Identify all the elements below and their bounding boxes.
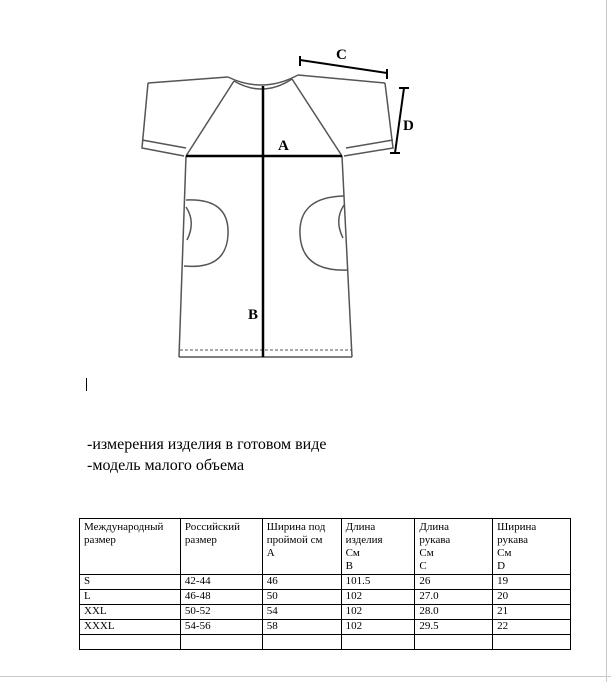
right-sleeve <box>344 83 393 156</box>
cell-length-b <box>341 635 415 650</box>
header-width-a: Ширина под проймой см A <box>262 519 341 575</box>
cell-width-a: 46 <box>262 575 341 590</box>
left-raglan <box>186 81 234 156</box>
cell-length-b: 102 <box>341 605 415 620</box>
cell-sleeve-length-c: 26 <box>415 575 493 590</box>
left-sleeve-hem <box>142 140 186 148</box>
label-d: D <box>403 118 414 134</box>
cell-width-a: 58 <box>262 620 341 635</box>
note-line: -измерения изделия в готовом виде <box>87 436 327 453</box>
text-cursor <box>86 378 87 391</box>
cell-sleeve-length-c: 27.0 <box>415 590 493 605</box>
left-pocket <box>184 200 228 267</box>
cell-international-size: S <box>80 575 181 590</box>
cell-width-a: 50 <box>262 590 341 605</box>
size-table <box>79 518 571 650</box>
header-sleeve-width-d: Ширина рукава См D <box>493 519 571 575</box>
cell-international-size: XXXL <box>80 620 181 635</box>
cell-length-b: 102 <box>341 590 415 605</box>
cell-sleeve-length-c: 28.0 <box>415 605 493 620</box>
cell-sleeve-width-d: 20 <box>493 590 571 605</box>
right-shoulder <box>298 75 385 83</box>
cell-russian-size: 42-44 <box>180 575 262 590</box>
left-pocket-welt <box>186 207 191 240</box>
header-length-b: Длина изделия См B <box>341 519 415 575</box>
header-international-size: Международный размер <box>80 519 181 575</box>
right-side <box>342 156 352 357</box>
page-edge-bottom <box>0 676 611 677</box>
label-b: B <box>248 307 259 323</box>
cell-sleeve-width-d: 19 <box>493 575 571 590</box>
right-raglan <box>292 79 342 156</box>
left-side <box>179 156 186 357</box>
cell-international-size: XXL <box>80 605 181 620</box>
header-russian-size: Российский размер <box>180 519 262 575</box>
cell-sleeve-length-c <box>415 635 493 650</box>
table-row <box>80 590 571 605</box>
cell-russian-size: 50-52 <box>180 605 262 620</box>
cell-length-b: 102 <box>341 620 415 635</box>
cell-width-a <box>262 635 341 650</box>
cell-russian-size: 46-48 <box>180 590 262 605</box>
cell-international-size: L <box>80 590 181 605</box>
cell-width-a: 54 <box>262 605 341 620</box>
cell-sleeve-width-d: 22 <box>493 620 571 635</box>
cell-russian-size: 54-56 <box>180 620 262 635</box>
table-header-row <box>80 519 571 575</box>
table-row <box>80 605 571 620</box>
cell-sleeve-length-c: 29.5 <box>415 620 493 635</box>
right-sleeve-hem <box>346 140 393 148</box>
cell-sleeve-width-d <box>493 635 571 650</box>
cell-length-b: 101.5 <box>341 575 415 590</box>
table-row-empty <box>80 635 571 650</box>
cell-international-size <box>80 635 181 650</box>
right-pocket-welt <box>339 205 344 238</box>
left-sleeve <box>142 83 184 156</box>
table-row <box>80 620 571 635</box>
cell-sleeve-width-d: 21 <box>493 605 571 620</box>
note-line: -модель малого объема <box>87 457 245 474</box>
label-a: A <box>278 138 289 154</box>
left-shoulder <box>148 77 228 83</box>
table-row <box>80 575 571 590</box>
cell-russian-size <box>180 635 262 650</box>
notes-block <box>87 434 326 476</box>
header-sleeve-length-c: Длина рукава См C <box>415 519 493 575</box>
label-c: C <box>336 47 347 63</box>
